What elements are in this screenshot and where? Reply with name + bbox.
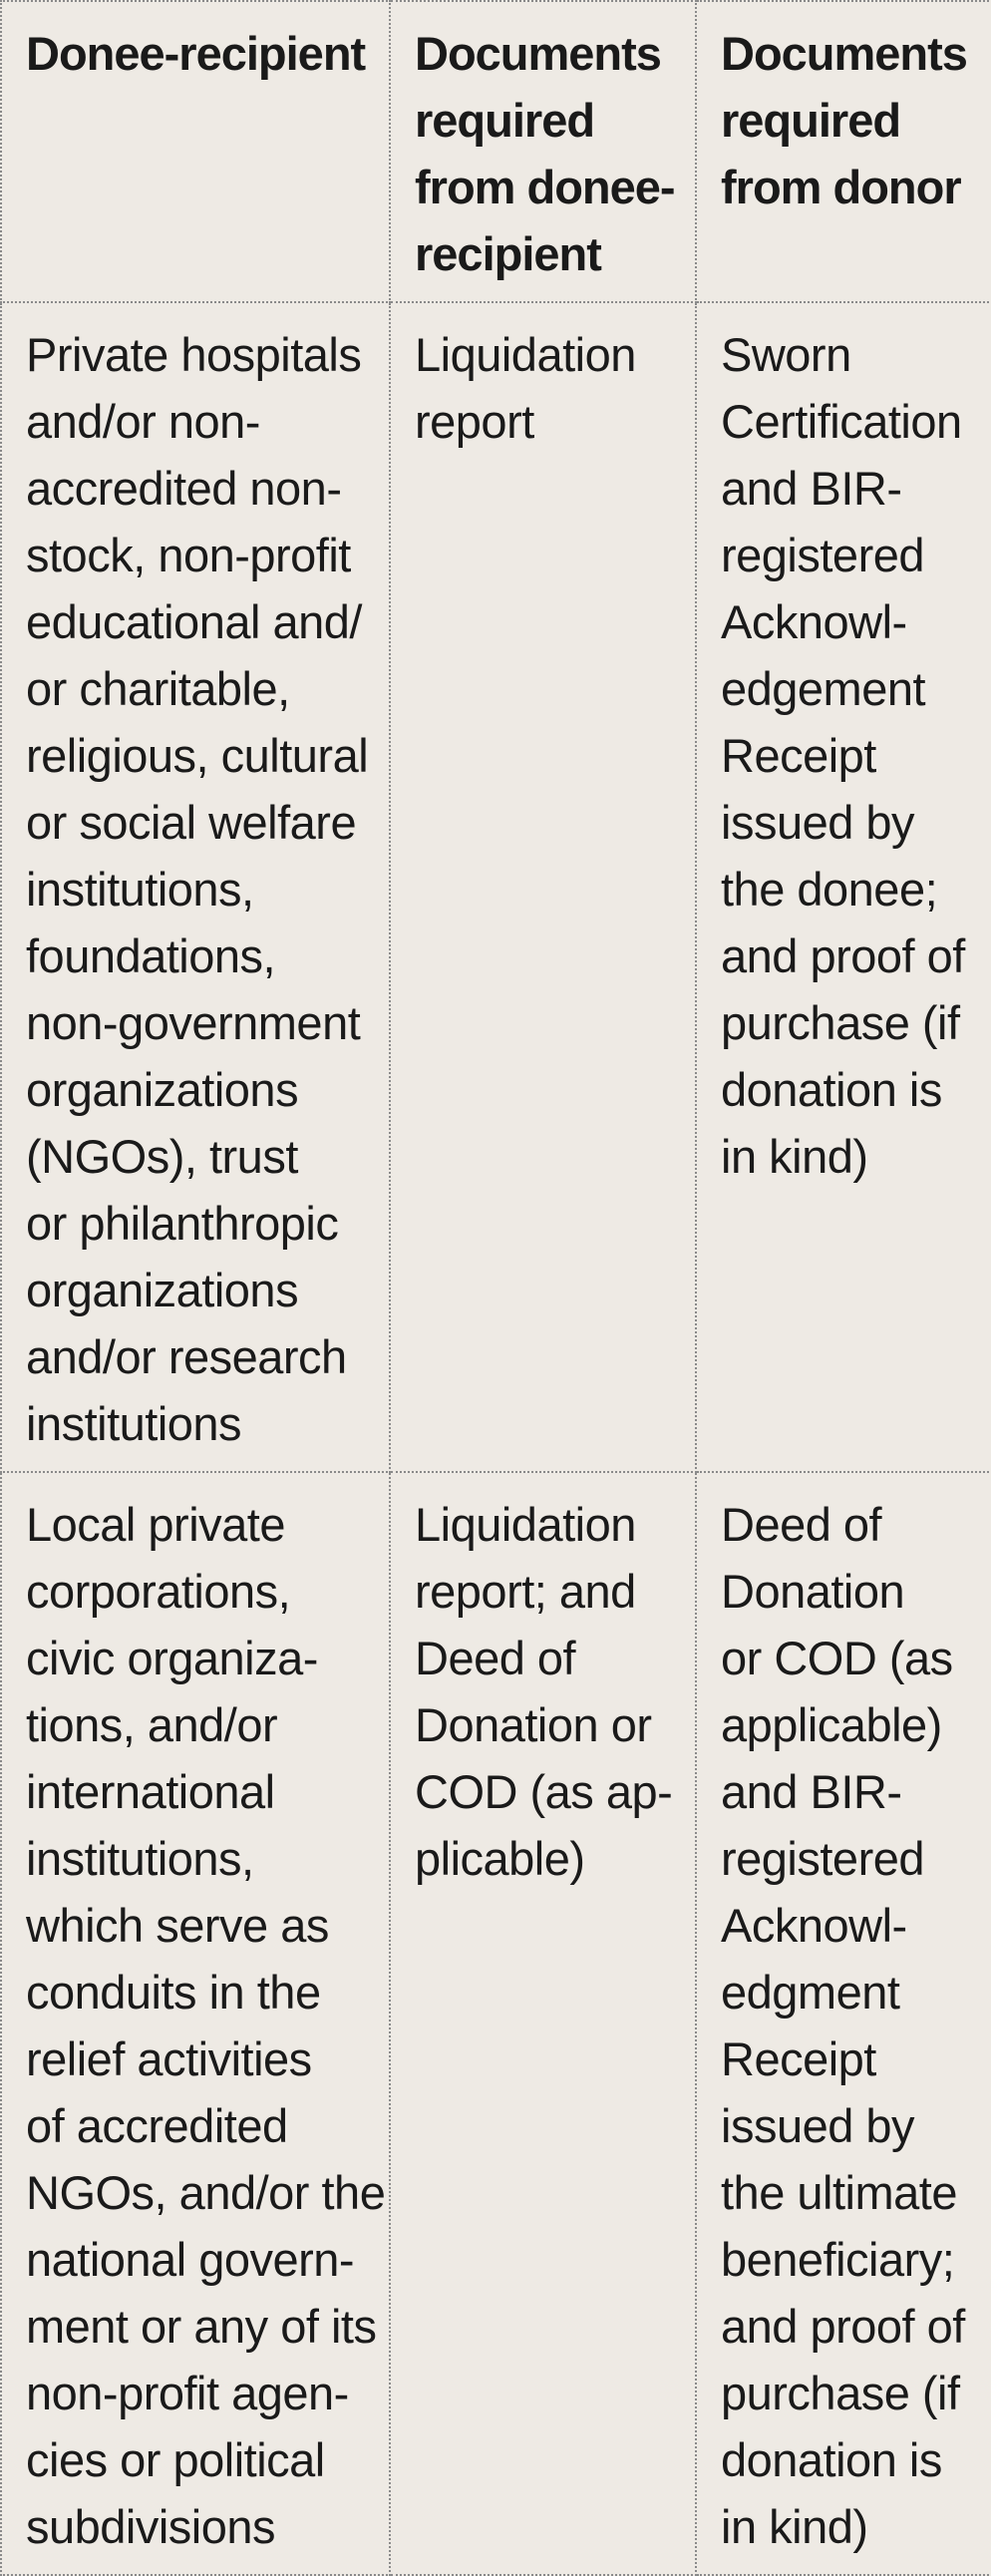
cell-text-line: non-profit agen- [26, 2367, 349, 2419]
cell-text-line: Deed of [415, 1632, 576, 1684]
cell-text-line: required [721, 94, 901, 147]
cell-text-line: NGOs, and/or the [26, 2166, 386, 2219]
cell-text-line: and BIR- [721, 1765, 902, 1818]
cell-text-line: and BIR- [721, 462, 902, 515]
cell-donee-recipient [1, 1472, 390, 2575]
cell-text-line: non-government [26, 996, 361, 1049]
cell-text-line: institutions, [26, 863, 254, 916]
cell-text-line: organizations [26, 1063, 299, 1116]
cell-text-line: relief activities [26, 2032, 312, 2085]
cell-text-line: civic organiza- [26, 1632, 318, 1684]
cell-text-line: religious, cultural [26, 729, 369, 782]
cell-text-line: accredited non- [26, 462, 342, 515]
cell-text-line: foundations, [26, 929, 276, 982]
cell-text-line: edgment [721, 1966, 900, 2019]
cell-text-line: Certification [721, 395, 962, 448]
cell-text-line: Documents [721, 27, 967, 80]
cell-documents-from-donee [390, 1472, 696, 2575]
cell-text-line: institutions, [26, 1832, 254, 1885]
cell-text-line: and proof of [721, 929, 965, 982]
cell-text-line: which serve as [26, 1899, 329, 1952]
cell-text-line: national govern- [26, 2233, 355, 2286]
cell-donee-recipient [1, 302, 390, 1472]
cell-text-line: or COD (as [721, 1632, 953, 1684]
cell-text-line: conduits in the [26, 1966, 321, 2019]
cell-text-line: stock, non-profit [26, 529, 351, 581]
cell-text-line: or social welfare [26, 796, 357, 849]
cell-text-line: tions, and/or [26, 1698, 278, 1751]
cell-text-line: plicable) [415, 1832, 585, 1885]
cell-text-line: Receipt [721, 2032, 876, 2085]
cell-text-line: beneficiary; [721, 2233, 955, 2286]
table-header-row [1, 1, 991, 302]
cell-text-line: in kind) [721, 2500, 868, 2553]
cell-text-line: and/or research [26, 1330, 347, 1383]
cell-text-line: educational and/ [26, 595, 362, 648]
cell-text-line: Sworn [721, 328, 851, 381]
cell-text-line: registered [721, 529, 924, 581]
cell-text-line: donation is [721, 1063, 942, 1116]
cell-text-line: institutions [26, 1397, 242, 1450]
cell-text-line: Donation or [415, 1698, 652, 1751]
cell-text-line: applicable) [721, 1698, 942, 1751]
cell-text-line: of accredited [26, 2099, 288, 2152]
cell-text-line: cies or political [26, 2433, 325, 2486]
cell-text-line: required [415, 94, 595, 147]
cell-text-line: and proof of [721, 2300, 965, 2353]
cell-documents-from-donor [696, 302, 991, 1472]
cell-text-line: from donor [721, 161, 961, 213]
cell-text-line: recipient [415, 227, 601, 280]
cell-text-line: report; and [415, 1565, 636, 1618]
cell-text-line: subdivisions [26, 2500, 276, 2553]
cell-documents-from-donee [390, 302, 696, 1472]
cell-text-line: Private hospitals [26, 328, 362, 381]
header-donee-recipient [1, 1, 390, 302]
cell-text-line: Liquidation [415, 328, 636, 381]
cell-text-line: ment or any of its [26, 2300, 377, 2353]
cell-text-line: registered [721, 1832, 924, 1885]
cell-text-line: or charitable, [26, 662, 290, 715]
cell-text-line: Deed of [721, 1498, 882, 1551]
cell-text-line: from donee- [415, 161, 675, 213]
cell-documents-from-donor [696, 1472, 991, 2575]
cell-text-line: Receipt [721, 729, 876, 782]
cell-text-line: or philanthropic [26, 1197, 339, 1250]
cell-text-line: international [26, 1765, 275, 1818]
cell-text-line: Liquidation [415, 1498, 636, 1551]
cell-text-line: issued by [721, 796, 915, 849]
cell-text-line: COD (as ap- [415, 1765, 673, 1818]
cell-text-line: and/or non- [26, 395, 260, 448]
cell-text-line: purchase (if [721, 2367, 960, 2419]
cell-text-line: report [415, 395, 534, 448]
cell-text-line: Acknowl- [721, 595, 907, 648]
cell-text-line: Documents [415, 27, 661, 80]
cell-text-line: issued by [721, 2099, 915, 2152]
cell-text-line: Local private [26, 1498, 285, 1551]
header-documents-from-donor [696, 1, 991, 302]
cell-text-line: (NGOs), trust [26, 1130, 298, 1183]
table-row [1, 302, 991, 1472]
cell-text-line: edgement [721, 662, 926, 715]
cell-text-line: in kind) [721, 1130, 868, 1183]
cell-text-line: donation is [721, 2433, 942, 2486]
cell-text-line: the donee; [721, 863, 938, 916]
cell-text-line: Donation [721, 1565, 905, 1618]
cell-text-line: Donee-recipient [26, 27, 366, 80]
cell-text-line: Acknowl- [721, 1899, 907, 1952]
cell-text-line: organizations [26, 1264, 299, 1316]
table-row [1, 1472, 991, 2575]
cell-text-line: purchase (if [721, 996, 960, 1049]
cell-text-line: corporations, [26, 1565, 291, 1618]
cell-text-line: the ultimate [721, 2166, 957, 2219]
header-documents-from-donee [390, 1, 696, 302]
